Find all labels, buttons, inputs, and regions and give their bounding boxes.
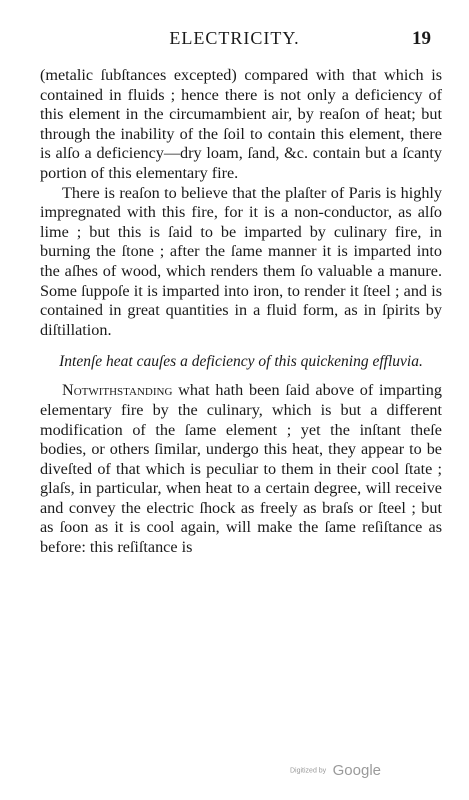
paragraph-body: what hath been ſaid above of imparting elementary fire by the culinary, which is but a different modification of the ſame element ; yet the inſtant theſe bodies, or others ſimilar, undergo this heat, they appear to be diveſted of that which is peculiar to them in their cool ſtate ; glaſs, in particular, when heat to a certain degree, will receive and convey the electric ſhock as freely as braſs or ſteel ; but as ſoon as it is cool again, will make the ſame reſiſtance as before: this reſiſtance is [40, 381, 442, 557]
paragraph-lead-word: Notwithstanding [62, 381, 173, 400]
page-header [0, 28, 469, 52]
paragraph-notwithstanding [40, 381, 442, 557]
google-watermark [290, 762, 381, 780]
body-text [40, 66, 442, 558]
google-logo: Google [332, 762, 382, 780]
digitized-by-label: Digitized by [290, 767, 327, 775]
section-heading: Intenſe heat cauſes a deficiency of this quickening effluvia. [59, 353, 423, 371]
page-number: 19 [412, 28, 431, 49]
paragraph-plaster-of-paris: There is reaſon to believe that the plaſter of Paris is highly impregnated with this fire, for it is a non-conductor, as alſo lime ; but this is ſaid to be imparted by culinary fire, in burning the ſtone ; after the ſame manner it is imparted into the aſhes of wood, which renders them ſo valuable a manure. Some ſuppoſe it is imparted into iron, to render it ſteel ; and is contained in great quantities in a fluid form, as in ſpirits by diſtillation. [40, 183, 442, 339]
paragraph-continuation: (metalic ſubſtances excepted) compared with that which is contained in fluids ; hence there is not only a deficiency of this element in the circumambient air, by reaſon of heat; but through the inability of the ſoil to contain this element, there is alſo a deficiency—dry loam, ſand, &c. contain but a ſcanty portion of this elementary fire. [40, 66, 442, 182]
running-head: ELECTRICITY. [169, 28, 300, 48]
